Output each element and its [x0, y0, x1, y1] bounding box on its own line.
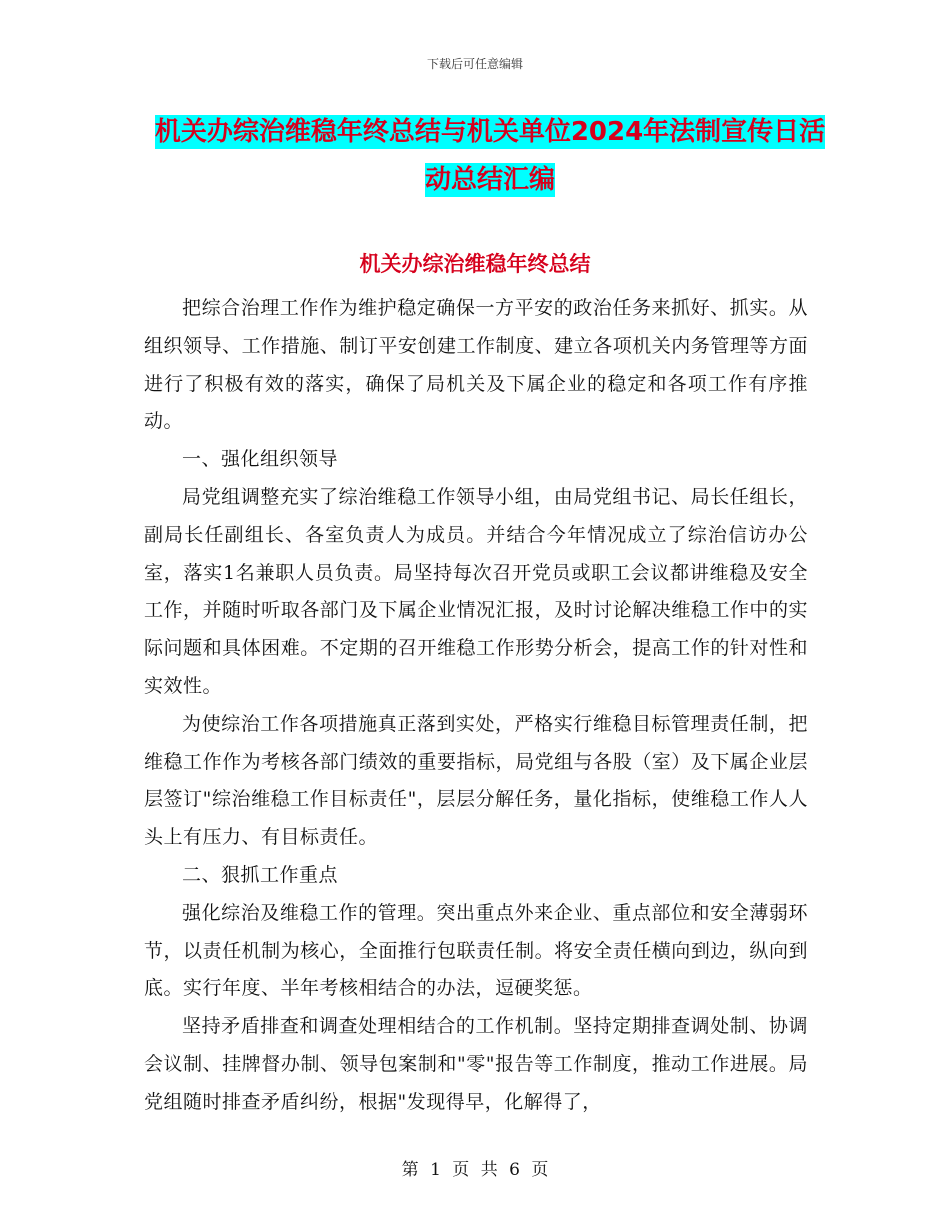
document-body — [144, 290, 808, 1122]
heading-work-focus: 二、狠抓工作重点 — [182, 863, 339, 886]
paragraph-leadership-group: 局党组调整充实了综治维稳工作领导小组，由局党组书记、局长任组长，副局长任副组长、各室负责人为成员。并结合今年情况成立了综治信访办公室，落实1名兼职人员负责。局坚持每次召开党员或职工会议都讲维稳及安全工作，并随时听取各部门及下属企业情况汇报，及时讨论解决维稳工作中的实际问题和具体困难。不定期的召开维稳工作形势分析会，提高工作的针对性和实效性。 — [144, 485, 808, 697]
page-footer: 第 1 页 共 6 页 — [401, 1160, 549, 1180]
section-title: 机关办综治维稳年终总结 — [359, 252, 591, 276]
document-title-text: 机关办综治维稳年终总结与机关单位2024年法制宣传日活动总结汇编 — [154, 117, 826, 195]
paragraph-intro: 把综合治理工作作为维护稳定确保一方平安的政治任务来抓好、抓实。从组织领导、工作措施、制订平安创建工作制度、建立各项机关内务管理等方面进行了积极有效的落实，确保了局机关及下属企业的稳定和各项工作有序推动。 — [144, 297, 808, 433]
document-title — [150, 108, 830, 204]
heading-organization-leadership: 一、强化组织领导 — [182, 448, 339, 471]
paragraph-conflict-investigation: 坚持矛盾排查和调查处理相结合的工作机制。坚持定期排查调处制、协调会议制、挂牌督办制、领导包案制和"零"报告等工作制度，推动工作进展。局党组随时排查矛盾纠纷，根据"发现得早，化解得了， — [144, 1015, 808, 1113]
paragraph-management: 强化综治及维稳工作的管理。突出重点外来企业、重点部位和安全薄弱环节，以责任机制为核心，全面推行包联责任制。将安全责任横向到边，纵向到底。实行年度、半年考核相结合的办法，逗硬奖惩。 — [144, 901, 808, 1000]
paragraph-responsibility-system: 为使综治工作各项措施真正落到实处，严格实行维稳目标管理责任制，把维稳工作作为考核各部门绩效的重要指标，局党组与各股（室）及下属企业层层签订"综治维稳工作目标责任"，层层分解任务，量化指标，使维稳工作人人头上有压力、有目标责任。 — [144, 712, 808, 849]
header-note: 下载后可任意编辑 — [426, 57, 523, 71]
